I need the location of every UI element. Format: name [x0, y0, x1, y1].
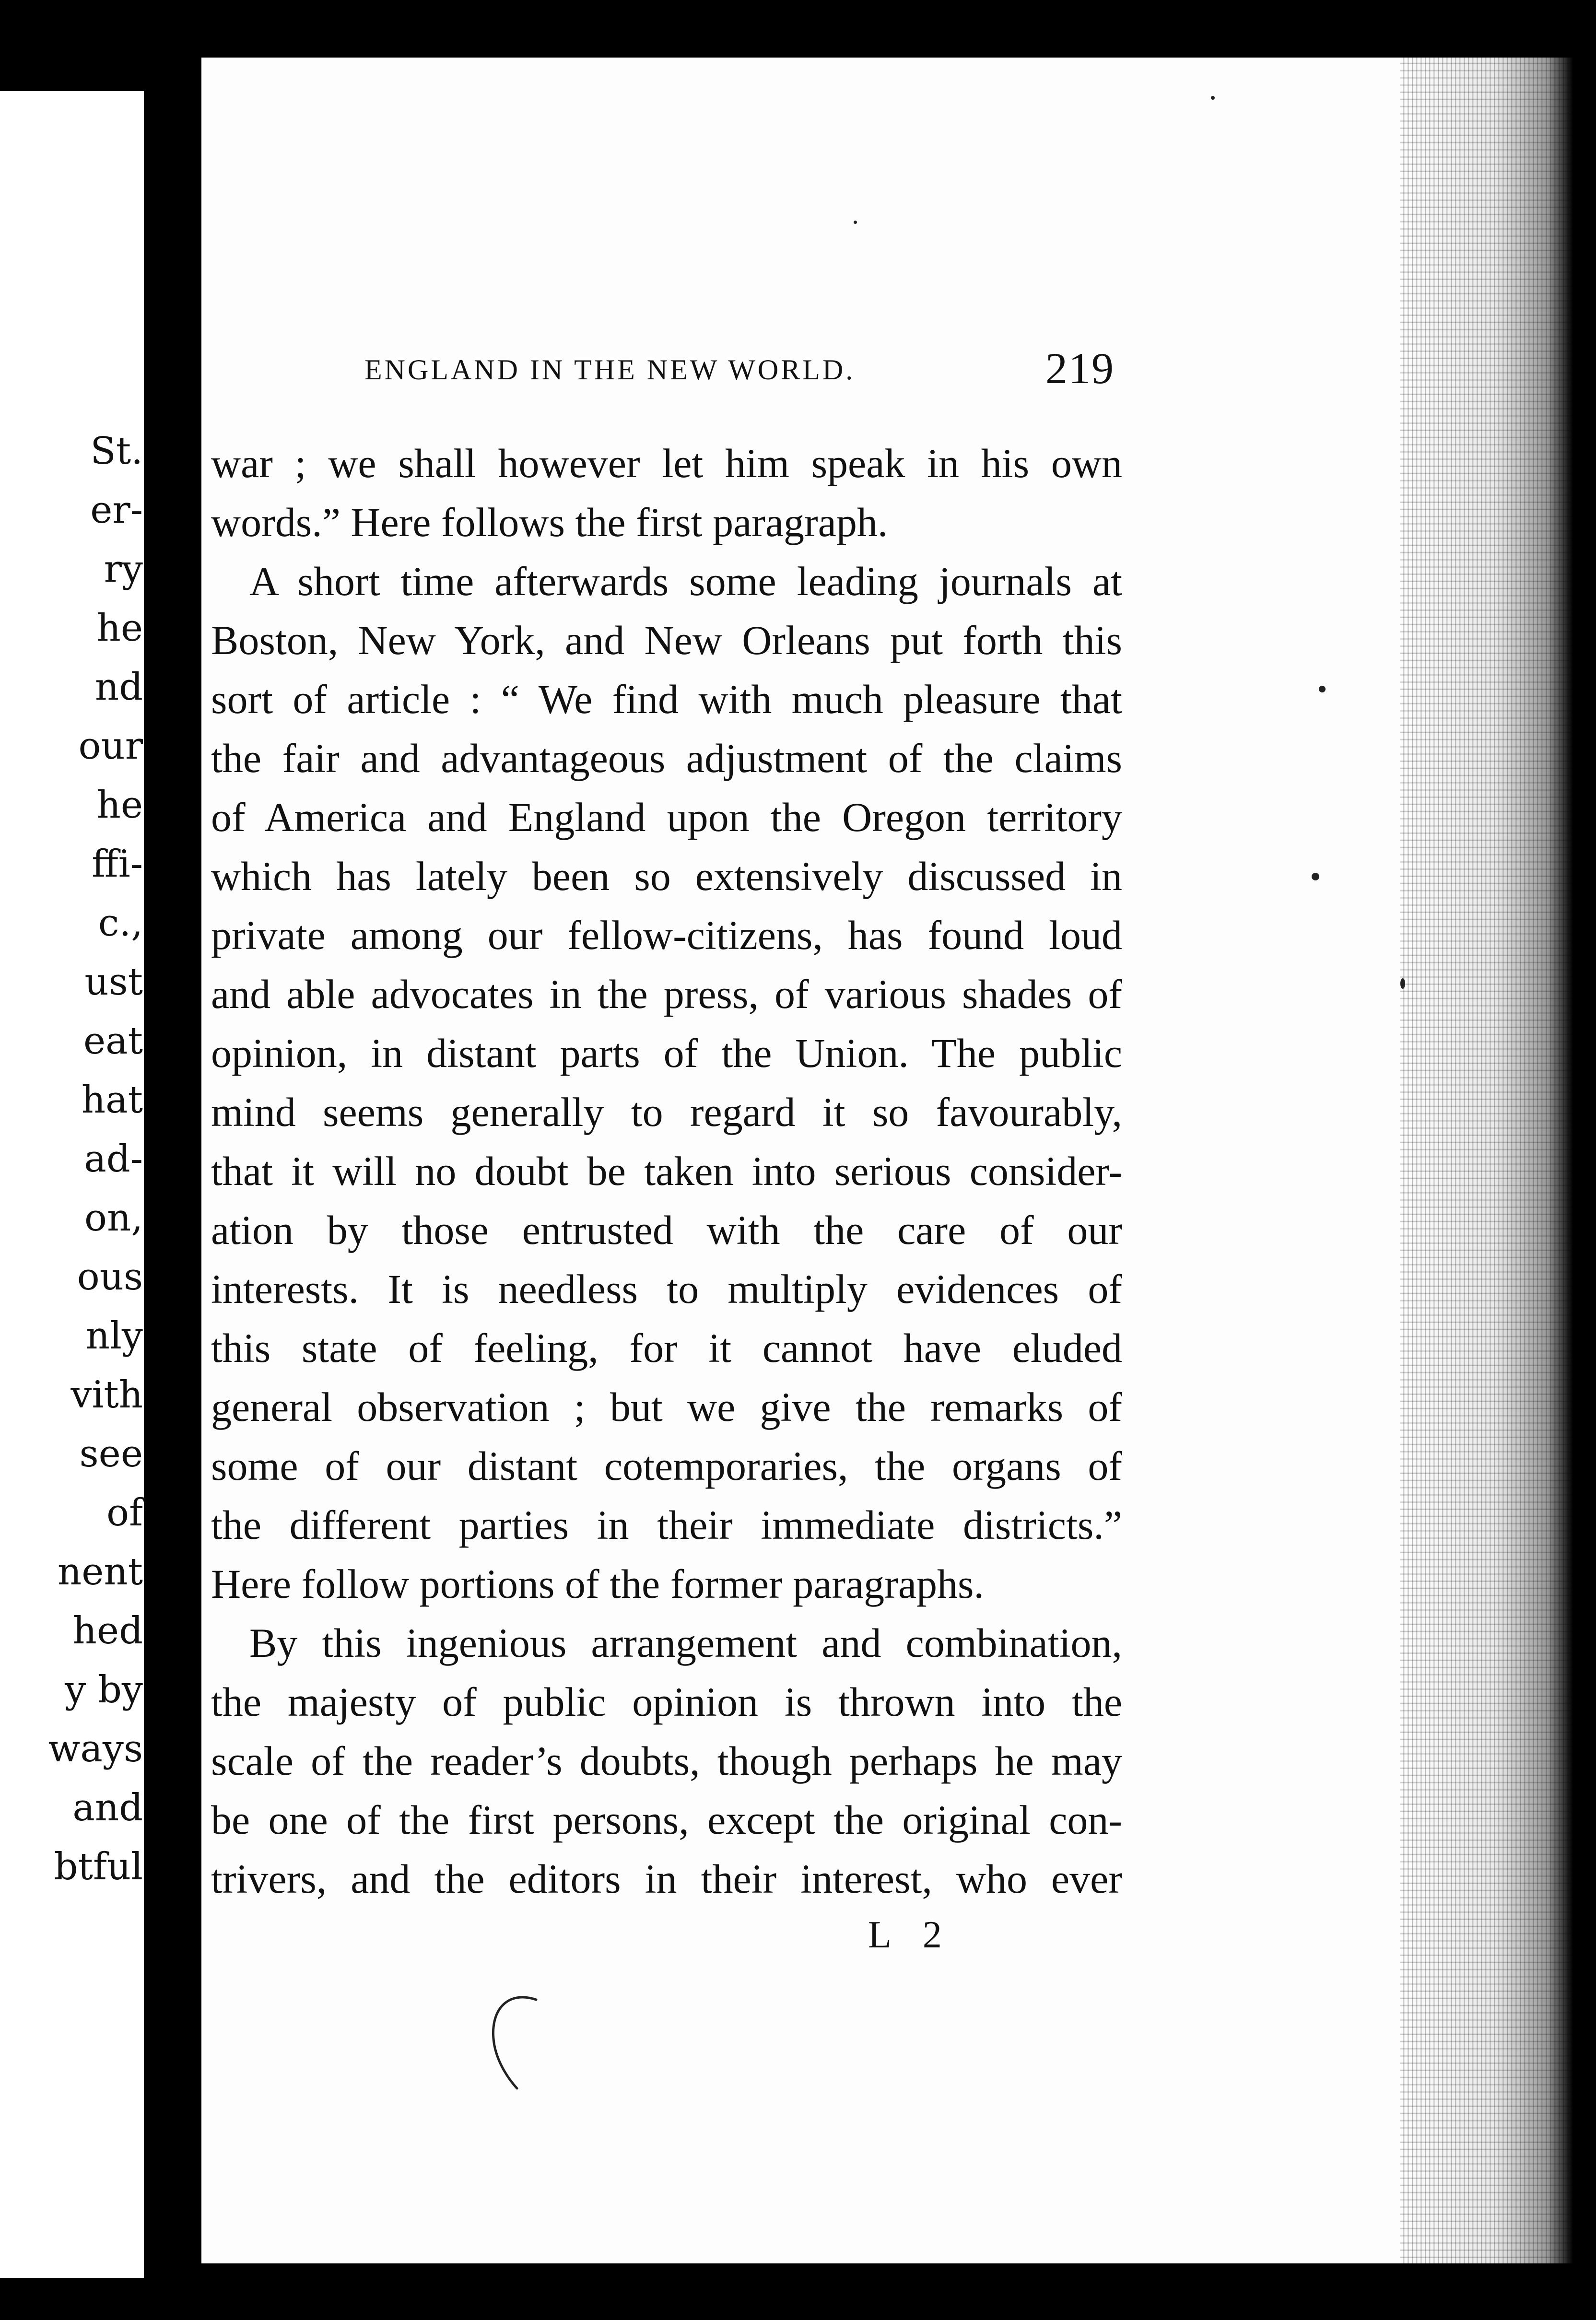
previous-page-line: y by	[65, 1668, 143, 1711]
binding-gutter	[144, 0, 201, 2320]
paragraph-first-line: A short time afterwards some leading journals at	[249, 558, 1122, 604]
text-line: some of our distant cotemporaries, the organs of	[211, 1443, 1122, 1489]
running-head	[364, 343, 1132, 396]
text-line: general observation ; but we give the remarks of	[211, 1384, 1122, 1430]
previous-page-line: ust	[84, 961, 143, 1004]
running-head-title: ENGLAND IN THE NEW WORLD.	[364, 354, 856, 386]
previous-page-line: nd	[94, 666, 143, 709]
previous-page-line: he	[96, 607, 143, 650]
text-line: this state of feeling, for it cannot have eluded	[211, 1325, 1122, 1371]
previous-page-line: ous	[77, 1255, 143, 1299]
scan-speck	[854, 221, 857, 224]
page-edge-texture	[1400, 58, 1573, 2263]
text-line: private among our fellow-citizens, has found loud	[211, 912, 1122, 958]
previous-page-line: eat	[83, 1019, 143, 1063]
previous-page-line: see	[79, 1432, 143, 1476]
text-line: the different parties in their immediate districts.”	[211, 1502, 1122, 1548]
previous-page-line: and	[72, 1786, 143, 1829]
previous-page-line: ad-	[84, 1137, 143, 1181]
previous-page-edge	[0, 91, 144, 2278]
pencil-mark	[480, 1990, 547, 2096]
previous-page-line: er-	[90, 489, 143, 532]
scan-speck	[1211, 96, 1215, 100]
text-line: that it will no doubt be taken into serious consider-	[211, 1148, 1122, 1194]
text-line: Boston, New York, and New Orleans put forth this	[211, 617, 1122, 663]
scan-speck	[1319, 686, 1326, 692]
text-line: be one of the first persons, except the original con-	[211, 1797, 1122, 1843]
text-line: Here follow portions of the former paragraphs.	[211, 1561, 984, 1607]
previous-page-line: he	[96, 784, 143, 827]
body-text	[211, 434, 1122, 1909]
scan-speck	[1312, 873, 1319, 880]
previous-page-line: St.	[90, 430, 143, 473]
previous-page-line: ways	[48, 1727, 143, 1770]
previous-page-line: our	[78, 725, 143, 768]
signature-mark: L 2	[868, 1914, 953, 1956]
text-line: the fair and advantageous adjustment of the claims	[211, 735, 1122, 781]
text-line: words.” Here follows the first paragraph.	[211, 499, 888, 545]
previous-page-line: on,	[84, 1196, 143, 1240]
previous-page-line: of	[106, 1491, 143, 1535]
previous-page-line: btful	[54, 1845, 143, 1888]
previous-page-line: nent	[58, 1550, 143, 1594]
previous-page-line: ry	[104, 548, 143, 591]
text-line: the majesty of public opinion is thrown into the	[211, 1679, 1122, 1725]
scan-speck	[1400, 978, 1405, 989]
paragraph-first-line: By this ingenious arrangement and combination,	[249, 1620, 1122, 1666]
text-line: sort of article : “ We find with much pleasure that	[211, 676, 1122, 722]
previous-page-line: ffi-	[92, 843, 143, 886]
text-line: scale of the reader’s doubts, though perhaps he may	[211, 1738, 1122, 1784]
previous-page-line: hat	[81, 1078, 143, 1122]
text-line: ation by those entrusted with the care of our	[211, 1207, 1122, 1253]
previous-page-fragments	[0, 422, 144, 1897]
text-line: trivers, and the editors in their interest, who ever	[211, 1856, 1122, 1902]
text-line: mind seems generally to regard it so favourably,	[211, 1089, 1122, 1135]
previous-page-line: nly	[85, 1314, 143, 1358]
text-line: which has lately been so extensively discussed in	[211, 853, 1122, 899]
text-line: interests. It is needless to multiply evidences of	[211, 1266, 1122, 1312]
text-line: war ; we shall however let him speak in his own	[211, 440, 1122, 486]
text-line: opinion, in distant parts of the Union. The public	[211, 1030, 1122, 1076]
previous-page-line: c.,	[98, 902, 143, 945]
text-line: of America and England upon the Oregon territory	[211, 794, 1122, 840]
previous-page-line: vith	[70, 1373, 143, 1417]
text-line: and able advocates in the press, of various shades of	[211, 971, 1122, 1017]
previous-page-line: hed	[72, 1609, 143, 1652]
page-number: 219	[1045, 344, 1115, 393]
